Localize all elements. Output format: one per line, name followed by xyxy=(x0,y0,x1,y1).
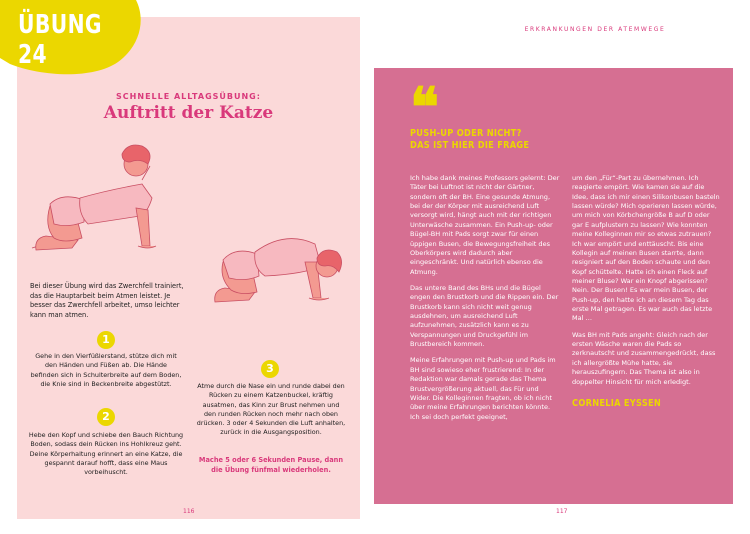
step-number-2: 2 xyxy=(97,408,115,426)
exercise-badge xyxy=(0,0,150,82)
page-number-right: 117 xyxy=(556,508,568,515)
cat-pose-illustration-2 xyxy=(205,222,355,312)
step-text-1: Gehe in den Vierfüßlerstand, stütze dich mit den Händen und Füßen ab. Die Hände befinden sich in Schulterbreite auf dem Boden, die Knie sind in Beckenbreite abgestützt. xyxy=(30,352,182,388)
exercise-kicker: SCHNELLE ALLTAGSÜBUNG: xyxy=(116,92,261,101)
story-paragraph: Das untere Band des BHs und die Bügel engen den Brustkorb und die Rippen ein. Der Brustkorb kann sich nicht weit genug ausdehnen, um ausreichend Luft aufzunehmen, zusätzlich kann es zu Verspannungen und Druckgefühl im Brustbereich kommen. xyxy=(410,283,559,349)
badge-label: ÜBUNG 24 xyxy=(18,10,102,70)
story-heading-line-1: PUSH-UP ODER NICHT? xyxy=(410,128,522,139)
story-heading-line-2: DAS IST HIER DIE FRAGE xyxy=(410,139,530,151)
exercise-intro: Bei dieser Übung wird das Zwerchfell trainiert, das die Hauptarbeit beim Atmen leistet. Je besser das Zwerchfell arbeitet, umso leichter kann man atmen. xyxy=(30,282,184,319)
repeat-tip: Mache 5 oder 6 Sekunden Pause, dann die Übung fünfmal wiederholen. xyxy=(198,456,344,474)
story-column-1 xyxy=(410,174,560,429)
quote-mark-icon: ❝ xyxy=(410,75,440,139)
author-name: CORNELIA EYSSEN xyxy=(572,397,662,409)
story-paragraph: Was BH mit Pads angeht: Gleich nach der ersten Wäsche waren die Pads so zerknautscht und zusammengedrückt, dass ich allergrößte Mühe hatte, sie herauszufingern. Das Thema ist also in doppelter Hinsicht für mich erledigt. xyxy=(572,330,716,386)
story-paragraph: um den „Für“-Part zu übernehmen. Ich reagierte empört. Wie kamen sie auf die Idee, dass ich mir einen Silikonbusen basteln lassen würde? Mich operieren lassen würde, um mich von Körbchengröße B auf D oder gar E aufplustern zu lassen? Wie konnten meine Kolleginnen mir so etwas zutrauen? Ich war empört und enttäuscht. Bis eine Kollegin auf meinen Busen starrte, dann resigniert auf den Boden schaute und den Kopf schüttelte. Hatte ich einen Fleck auf meiner Bluse? War ein Knopf abgerissen? Nein. Der Busen! Es war mein Busen, der Push-up, den hatte ich an diesem Tag das erste Mal getragen. Es war auch das letzte Mal … xyxy=(572,174,720,323)
exercise-title: Auftritt der Katze xyxy=(103,103,274,123)
step-number-1: 1 xyxy=(97,331,115,349)
story-paragraph: Ich habe dank meines Professors gelernt: Der Täter bei Luftnot ist nicht der Gärtner, sondern oft der BH. Eine gesunde Atmung, bei der der Körper mit ausreichend Luft versorgt wird, hängt auch mit der richtigen Unterwäsche zusammen. Ein Push-up- oder Bügel-BH mit Pads sorgt zwar für einen üppigen Busen, die Bewegungsfreiheit des Oberkörpers wird dadurch aber eingeschränkt. Und natürlich ebenso die Atmung. xyxy=(410,174,560,276)
step-text-3: Atme durch die Nase ein und runde dabei den Rücken zu einem Katzenbuckel, kräftig ausatmen, das Kinn zur Brust nehmen und den runden Rücken noch mehr nach oben drücken. 3 oder 4 Sekunden die Luft anhalten, zurück in die Ausgangsposition. xyxy=(196,382,346,437)
step-text-2: Hebe den Kopf und schiebe den Bauch Richtung Boden, sodass dein Rücken ins Hohlkreuz geht. Deine Körperhaltung erinnert an eine Katze, die gespannt darauf hofft, dass eine Maus vorbeihuscht. xyxy=(28,431,184,477)
story-heading xyxy=(410,128,539,151)
section-header: ERKRANKUNGEN DER ATEMWEGE xyxy=(524,26,666,33)
story-paragraph: Meine Erfahrungen mit Push-up und Pads im BH sind sowieso eher frustrierend: In der Redaktion war damals gerade das Thema Brustvergrößerung aktuell, das Für und Wider. Die Kolleginnen fragten, ob ich nicht über meine Erfahrungen berichten könnte. Ich sei doch perfekt geeignet, xyxy=(410,356,556,421)
step-number-3: 3 xyxy=(261,360,279,378)
story-column-2 xyxy=(572,174,722,411)
cat-pose-illustration-1 xyxy=(24,140,174,260)
page-number-left: 116 xyxy=(183,508,195,515)
